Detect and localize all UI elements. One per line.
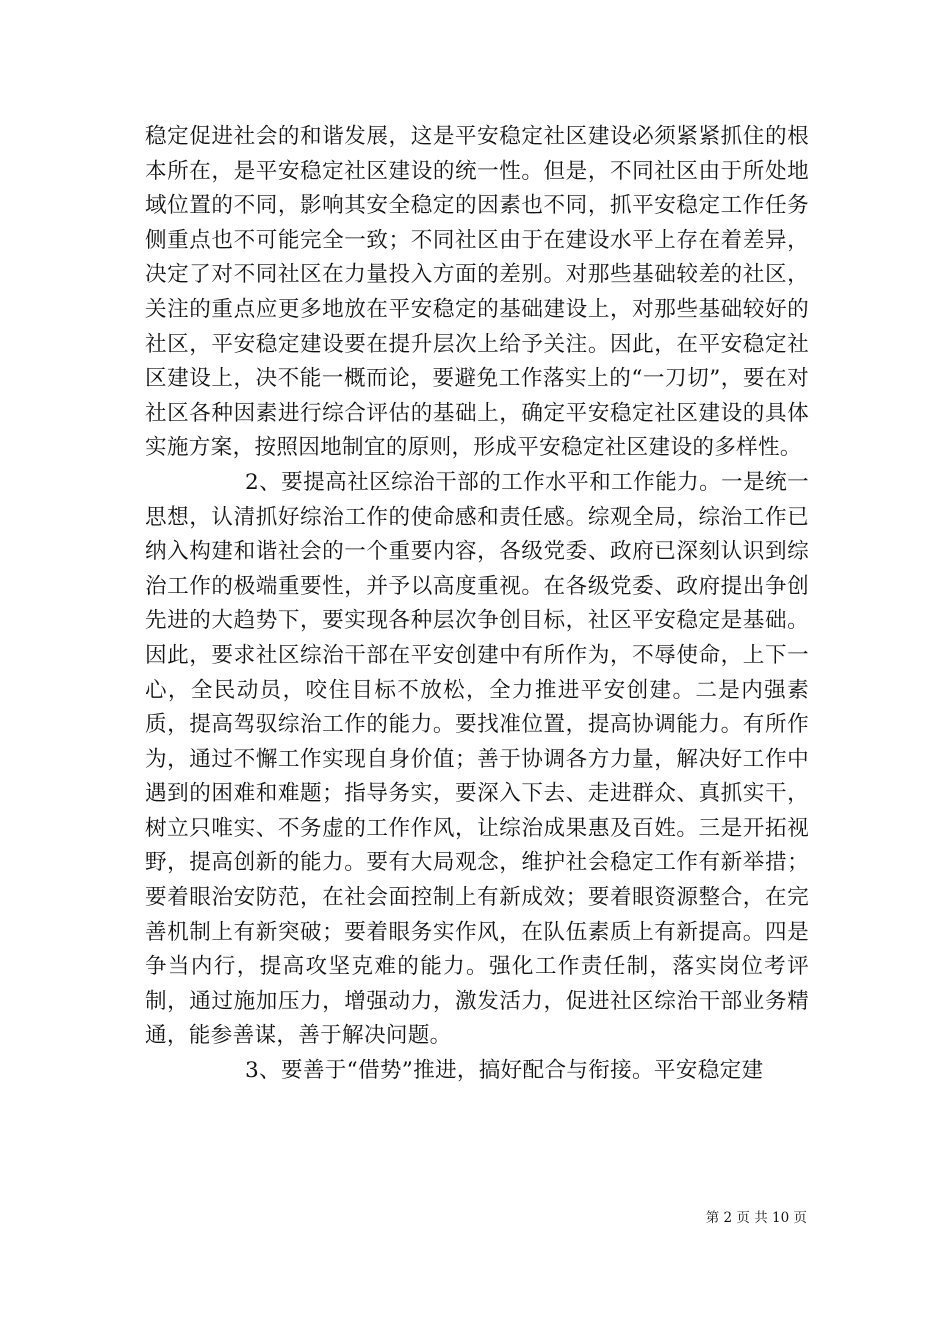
page-number-footer: 第 2 页 共 10 页 [705,1210,807,1226]
paragraph-2: 2、要提高社区综治干部的工作水平和工作能力。一是统一思想，认清抓好综治工作的使命感和责任感。综观全局，综治工作已纳入构建和谐社会的一个重要内容，各级党委、政府已深刻认识到综治工作的极端重要性，并予以高度重视。在各级党委、政府提出争创先进的大趋势下，要实现各种层次争创目标，社区平安稳定是基础。因此，要求社区综治干部在平安创建中有所作为，不辱使命，上下一心，全民动员，咬住目标不放松，全力推进平安创建。二是内强素质，提高驾驭综治工作的能力。要找准位置，提高协调能力。有所作为，通过不懈工作实现自身价值；善于协调各方力量，解决好工作中遇到的困难和难题；指导务实，要深入下去、走进群众、真抓实干，树立只唯实、不务虚的工作作风，让综治成果惠及百姓。三是开拓视野，提高创新的能力。要有大局观念，维护社会稳定工作有新举措；要着眼治安防范，在社会面控制上有新成效；要着眼资源整合，在完善机制上有新突破；要着眼务实作风，在队伍素质上有新提高。四是争当内行，提高攻坚克难的能力。强化工作责任制，落实岗位考评制，通过施加压力，增强动力，激发活力，促进社区综治干部业务精通，能参善谋，善于解决问题。 [145,469,809,1049]
body-text [145,120,809,1089]
paragraph-3: 3、要善于“借势”推进，搞好配合与衔接。平安稳定建 [245,1058,764,1084]
paragraph-1: 稳定促进社会的和谐发展，这是平安稳定社区建设必须紧紧抓住的根本所在，是平安稳定社区建设的统一性。但是，不同社区由于所处地域位置的不同，影响其安全稳定的因素也不同，抓平安稳定工作任务侧重点也不可能完全一致；不同社区由于在建设水平上存在着差异，决定了对不同社区在力量投入方面的差别。对那些基础较差的社区，关注的重点应更多地放在平安稳定的基础建设上，对那些基础较好的社区，平安稳定建设要在提升层次上给予关注。因此，在平安稳定社区建设上，决不能一概而论，要避免工作落实上的“一刀切”，要在对社区各种因素进行综合评估的基础上，确定平安稳定社区建设的具体实施方案，按照因地制宜的原则，形成平安稳定社区建设的多样性。 [145,124,809,461]
